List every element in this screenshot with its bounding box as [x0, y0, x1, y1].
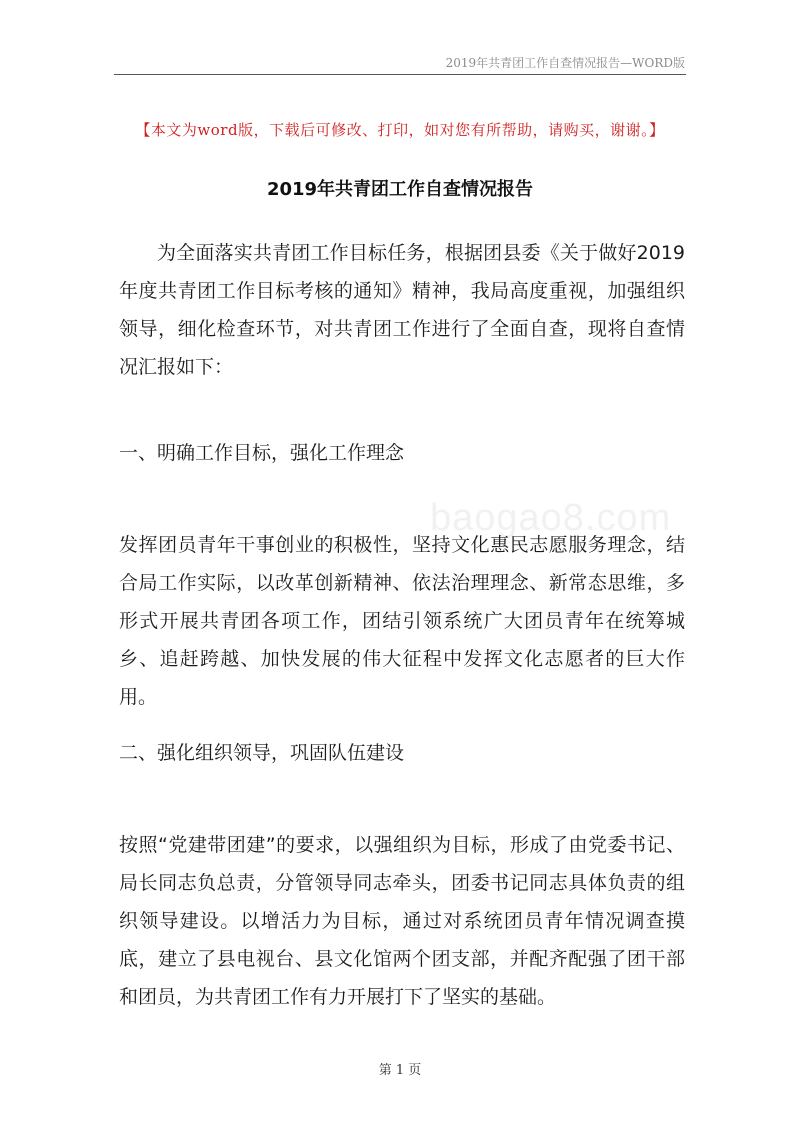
section-body-2: 按照“党建带团建”的要求，以强组织为目标，形成了由党委书记、局长同志负总责，分管领导同志牵头，团委书记同志具体负责的组织领导建设。以增活力为目标，通过对系统团员青年情况调查摸底，建立了县电视台、县文化馆两个团支部，并配齐配强了团干部和团员，为共青团工作有力开展打下了坚实的基础。	[119, 834, 685, 1008]
intro-paragraph: 为全面落实共青团工作目标任务，根据团县委《关于做好2019年度共青团工作目标考核的通知》精神，我局高度重视，加强组织领导，细化检查环节，对共青团工作进行了全面自查，现将自查情况汇报如下：	[119, 242, 685, 378]
watermark: baogao8.com	[430, 497, 672, 539]
document-title: 2019年共青团工作自查情况报告	[266, 179, 534, 200]
header-divider	[114, 74, 686, 75]
purchase-notice: 【本文为word版，下载后可修改、打印，如对您有所帮助，请购买，谢谢。】	[135, 121, 665, 139]
section-heading-1: 一、明确工作目标，强化工作理念	[119, 442, 405, 464]
page-number: 第 1 页	[378, 1063, 422, 1078]
section-body-1: 发挥团员青年干事创业的积极性，坚持文化惠民志愿服务理念，结合局工作实际，以改革创新精神、依法治理理念、新常态思维，多形式开展共青团各项工作，团结引领系统广大团员青年在统筹城乡、追赶跨越、加快发展的伟大征程中发挥文化志愿者的巨大作用。	[119, 534, 685, 708]
running-title: 2019年共青团工作自查情况报告—WORD版	[445, 56, 685, 70]
section-heading-2: 二、强化组织领导，巩固队伍建设	[119, 742, 405, 764]
